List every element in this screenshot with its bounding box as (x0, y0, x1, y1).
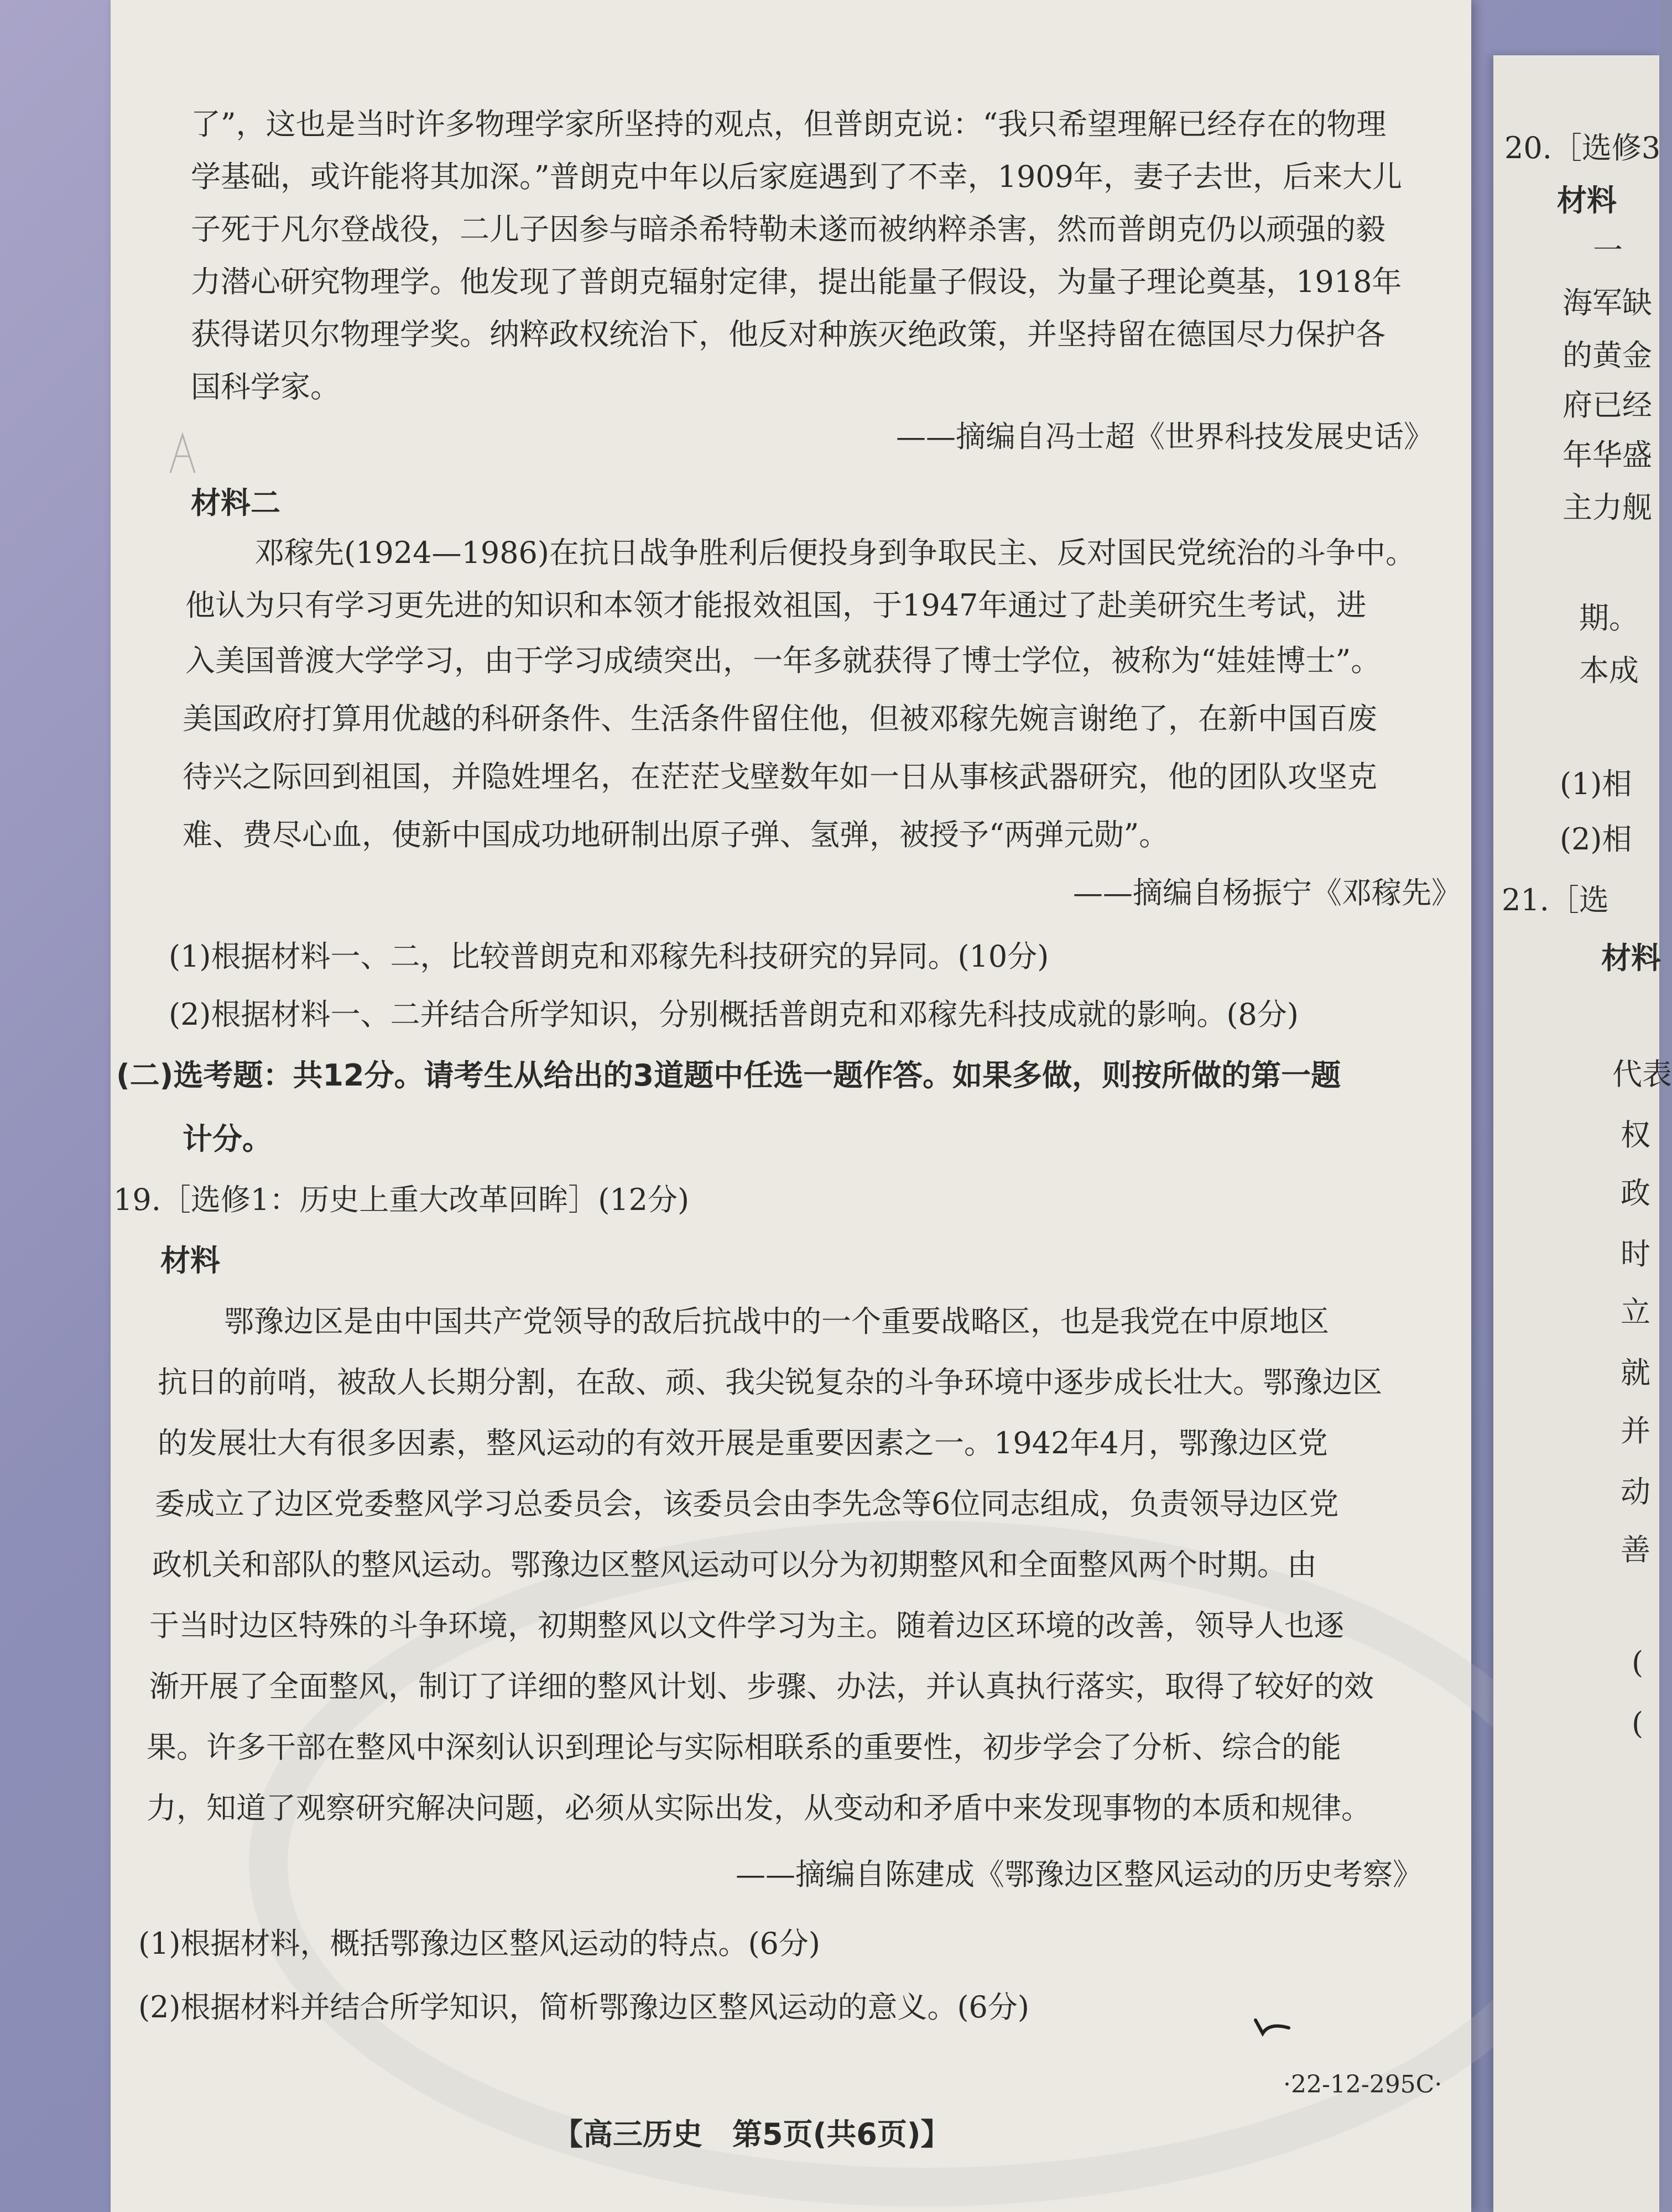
text-line: 渐开展了全面整风，制订了详细的整风计划、步骤、办法，并认真执行落实，取得了较好的效 (149, 1669, 1374, 1704)
next-page-line: 主力舰 (1562, 490, 1652, 525)
question-item: (2)根据材料一、二并结合所学知识，分别概括普朗克和邓稼先科技成就的影响。(8分) (169, 997, 1299, 1032)
question-item: (1)根据材料，概括鄂豫边区整风运动的特点。(6分) (138, 1926, 820, 1961)
handwritten-check-icon (1253, 2016, 1291, 2038)
next-page-line: 年华盛 (1562, 437, 1652, 472)
source-citation: ——摘编自陈建成《鄂豫边区整风运动的历史考察》 (736, 1857, 1423, 1892)
text-line: 果。许多干部在整风中深刻认识到理论与实际相联系的重要性，初步学会了分析、综合的能 (147, 1730, 1341, 1765)
question-title: 19.［选修1：历史上重大改革回眸］(12分) (113, 1182, 690, 1217)
text-line: 委成立了边区党委整风学习总委员会，该委员会由李先念等6位同志组成，负责领导边区党 (155, 1486, 1339, 1521)
next-page-line: 立 (1621, 1295, 1650, 1329)
next-page-line: (1)相 (1560, 766, 1632, 801)
next-page-line: 时 (1621, 1237, 1650, 1271)
text-line: 国科学家。 (191, 369, 340, 404)
text-line: 抗日的前哨，被敌人长期分割，在敌、顽、我尖锐复杂的斗争环境中逐步成长壮大。鄂豫边区 (158, 1365, 1382, 1400)
next-page-line: 20.［选修3 (1504, 131, 1661, 165)
text-line: 他认为只有学习更先进的知识和本领才能报效祖国，于1947年通过了赴美研究生考试，进 (185, 588, 1367, 623)
text-line: 获得诺贝尔物理学奖。纳粹政权统治下，他反对种族灭绝政策，并坚持留在德国尽力保护各 (191, 317, 1385, 352)
next-page-line: 一 (1593, 233, 1623, 268)
next-page-line: 代表 (1612, 1057, 1672, 1092)
exam-code: ·22-12-295C· (1283, 2070, 1442, 2099)
next-page-line: 善 (1621, 1532, 1650, 1567)
next-page-line: 期。 (1579, 601, 1639, 635)
next-page-line: 材料 (1601, 941, 1661, 975)
text-line: 邓稼先(1924—1986)在抗日战争胜利后便投身到争取民主、反对国民党统治的斗争中。 (254, 535, 1415, 570)
text-line: 了”，这也是当时许多物理学家所坚持的观点，但普朗克说：“我只希望理解已经存在的物理 (191, 107, 1387, 142)
text-line: 难、费尽心血，使新中国成功地研制出原子弹、氢弹，被授予“两弹元勋”。 (183, 817, 1169, 852)
question-item: (2)根据材料并结合所学知识，简析鄂豫边区整风运动的意义。(6分) (138, 1990, 1029, 2025)
text-line: 力潜心研究物理学。他发现了普朗克辐射定律，提出能量子假设，为量子理论奠基，1918年 (191, 264, 1402, 299)
pencil-margin-mark-icon (166, 431, 199, 476)
text-line: 力，知道了观察研究解决问题，必须从实际出发，从变动和矛盾中来发现事物的本质和规律。 (147, 1791, 1371, 1825)
next-page-line: 21.［选 (1502, 883, 1609, 917)
text-line: 子死于凡尔登战役，二儿子因参与暗杀希特勒未遂而被纳粹杀害，然而普朗克仍以顽强的毅 (191, 212, 1385, 247)
page-footer: 【高三历史 第5页(共6页)】 (553, 2117, 951, 2152)
text-line: 于当时边区特殊的斗争环境，初期整风以文件学习为主。随着边区环境的改善，领导人也逐 (149, 1608, 1344, 1643)
next-page-line: 府已经 (1562, 388, 1652, 422)
next-page-line: 并 (1621, 1413, 1650, 1448)
material-heading: 材料二 (191, 486, 280, 520)
text-line: 政机关和部队的整风运动。鄂豫边区整风运动可以分为初期整风和全面整风两个时期。由 (152, 1547, 1317, 1582)
text-line: 待兴之际回到祖国，并隐姓埋名，在茫茫戈壁数年如一日从事核武器研究，他的团队攻坚克 (183, 759, 1377, 794)
next-page-line: 的黄金 (1562, 338, 1652, 373)
next-page-line: ( (1632, 1706, 1644, 1741)
next-page-line: 权 (1621, 1118, 1650, 1152)
text-line: 入美国普渡大学学习，由于学习成绩突出，一年多就获得了博士学位，被称为“娃娃博士”。 (185, 643, 1381, 678)
question-item: (1)根据材料一、二，比较普朗克和邓稼先科技研究的异同。(10分) (169, 939, 1049, 974)
next-page-line: (2)相 (1560, 822, 1632, 857)
next-page-line: 本成 (1579, 653, 1639, 688)
next-page-line: ( (1632, 1645, 1644, 1680)
text-line: 鄂豫边区是由中国共产党领导的敌后抗战中的一个重要战略区，也是我党在中原地区 (224, 1304, 1329, 1339)
section-heading-cont: 计分。 (183, 1121, 272, 1156)
source-citation: ——摘编自冯士超《世界科技发展史话》 (896, 419, 1434, 454)
next-page-line: 材料 (1557, 183, 1617, 218)
text-line: 的发展壮大有很多因素，整风运动的有效开展是重要因素之一。1942年4月，鄂豫边区党 (158, 1426, 1328, 1460)
text-line: 美国政府打算用优越的科研条件、生活条件留住他，但被邓稼先婉言谢绝了，在新中国百废 (183, 701, 1377, 736)
next-page-line: 动 (1621, 1474, 1650, 1509)
source-citation: ——摘编自杨振宁《邓稼先》 (1073, 875, 1461, 910)
section-heading: (二)选考题：共12分。请考生从给出的3道题中任选一题作答。如果多做，则按所做的第一题 (116, 1058, 1341, 1093)
text-line: 学基础，或许能将其加深。”普朗克中年以后家庭遇到了不幸，1909年，妻子去世，后来大儿 (191, 159, 1403, 194)
next-page-line: 海军缺 (1562, 285, 1652, 320)
next-page-line: 就 (1621, 1355, 1650, 1390)
material-heading: 材料 (160, 1243, 220, 1278)
next-page-line: 政 (1621, 1176, 1650, 1211)
